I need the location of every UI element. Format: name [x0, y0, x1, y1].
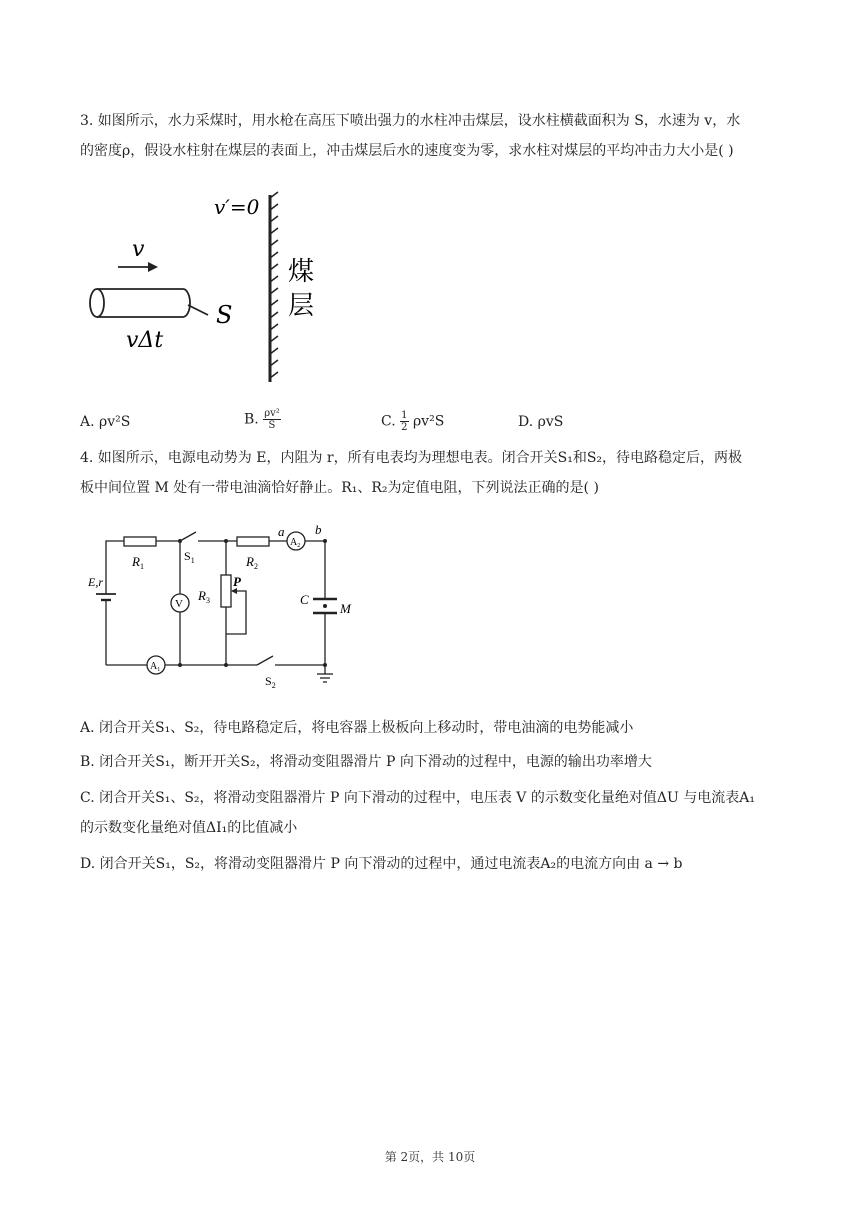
- switch-s1: [180, 532, 196, 541]
- c-label: C: [300, 592, 309, 607]
- q3-option-b-numerator: ρv²: [264, 408, 280, 419]
- r2-label: $R_2$: [246, 554, 258, 571]
- r1-label: $R_1$: [132, 554, 144, 571]
- velocity-arrow: [118, 262, 158, 272]
- v-label: v: [132, 237, 145, 262]
- node-a-label: a: [278, 524, 285, 539]
- q3-option-d: D. ρvS: [518, 414, 564, 430]
- q3-option-c-fraction: [400, 410, 408, 433]
- q3-option-a: A. ρv²S: [80, 414, 131, 430]
- switch-s2: [257, 656, 273, 665]
- p-label: P: [233, 574, 241, 589]
- q4-stem-line-2: 板中间位置 M 处有一带电油滴恰好静止。R₁、R₂为定值电阻，下列说法正确的是( ): [80, 480, 599, 496]
- q3-water-column-figure: [80, 190, 340, 390]
- resistor-r2: [237, 537, 269, 546]
- q4-stem-line-1: 4. 如图所示，电源电动势为 E，内阻为 r，所有电表均为理想电表。闭合开关S₁和S₂，待电路稳定后，两极: [80, 450, 743, 466]
- v-prime-label: v′=0: [214, 195, 260, 219]
- q3-option-b: [244, 408, 281, 431]
- q3-stem-line-2: 的密度ρ，假设水柱射在煤层的表面上，冲击煤层后水的速度变为零，求水柱对煤层的平均冲击力大小是( ): [80, 143, 734, 159]
- q4-circuit-diagram: [80, 520, 370, 695]
- q4-option-c-line-1: C. 闭合开关S₁、S₂，将滑动变阻器滑片 P 向下滑动的过程中，电压表 V 的示数变化量绝对值ΔU 与电流表A₁: [80, 790, 755, 806]
- q3-option-b-fraction: [263, 408, 281, 431]
- q3-option-c: [381, 410, 444, 433]
- m-label: M: [340, 601, 351, 616]
- q3-option-b-prefix: B.: [244, 411, 259, 428]
- coal-label-top: 煤: [288, 257, 315, 287]
- er-label: E,r: [88, 575, 103, 589]
- s1-label: $S_1$: [184, 549, 195, 565]
- oil-drop: [323, 604, 327, 608]
- q4-option-c-line-2: 的示数变化量绝对值ΔI₁的比值减小: [80, 820, 298, 836]
- q3-option-c-prefix: C.: [381, 413, 396, 430]
- slider-p-wire: [226, 591, 246, 634]
- r3-label: $R_3$: [198, 588, 210, 605]
- q3-option-c-denominator: 2: [401, 422, 408, 433]
- q3-stem-line-1: 3. 如图所示，水力采煤时，用水枪在高压下喷出强力的水柱冲击煤层，设水柱横截面积为 S，水速为 v，水: [80, 113, 741, 129]
- s2-label: $S_2$: [265, 674, 276, 690]
- q4-option-a: A. 闭合开关S₁、S₂，待电路稳定后，将电容器上极板向上移动时，带电油滴的电势能减小: [80, 720, 634, 736]
- coal-label-bottom: 层: [288, 291, 315, 321]
- v-delta-t-label: vΔt: [126, 328, 164, 353]
- q3-option-c-rest: ρv²S: [412, 413, 445, 430]
- rheostat-r3: [221, 575, 231, 607]
- water-column-cylinder: [90, 289, 208, 317]
- q4-option-b: B. 闭合开关S₁，断开开关S₂，将滑动变阻器滑片 P 向下滑动的过程中，电源的输出功率增大: [80, 754, 652, 770]
- q3-option-c-numerator: 1: [401, 410, 408, 421]
- node-b-label: b: [315, 522, 322, 537]
- wire-left-top: [106, 541, 124, 576]
- a2-label: $A_2$: [290, 537, 301, 549]
- a1-label: $A_1$: [150, 661, 161, 673]
- q4-option-d: D. 闭合开关S₁，S₂，将滑动变阻器滑片 P 向下滑动的过程中，通过电流表A₂的电流方向由 a → b: [80, 856, 683, 872]
- page-number-footer: 第 2页，共 10页: [384, 1150, 476, 1164]
- q3-option-b-denominator: S: [268, 420, 276, 431]
- resistor-r1: [124, 537, 156, 546]
- s-label: S: [216, 301, 233, 329]
- v-label: V: [175, 598, 183, 610]
